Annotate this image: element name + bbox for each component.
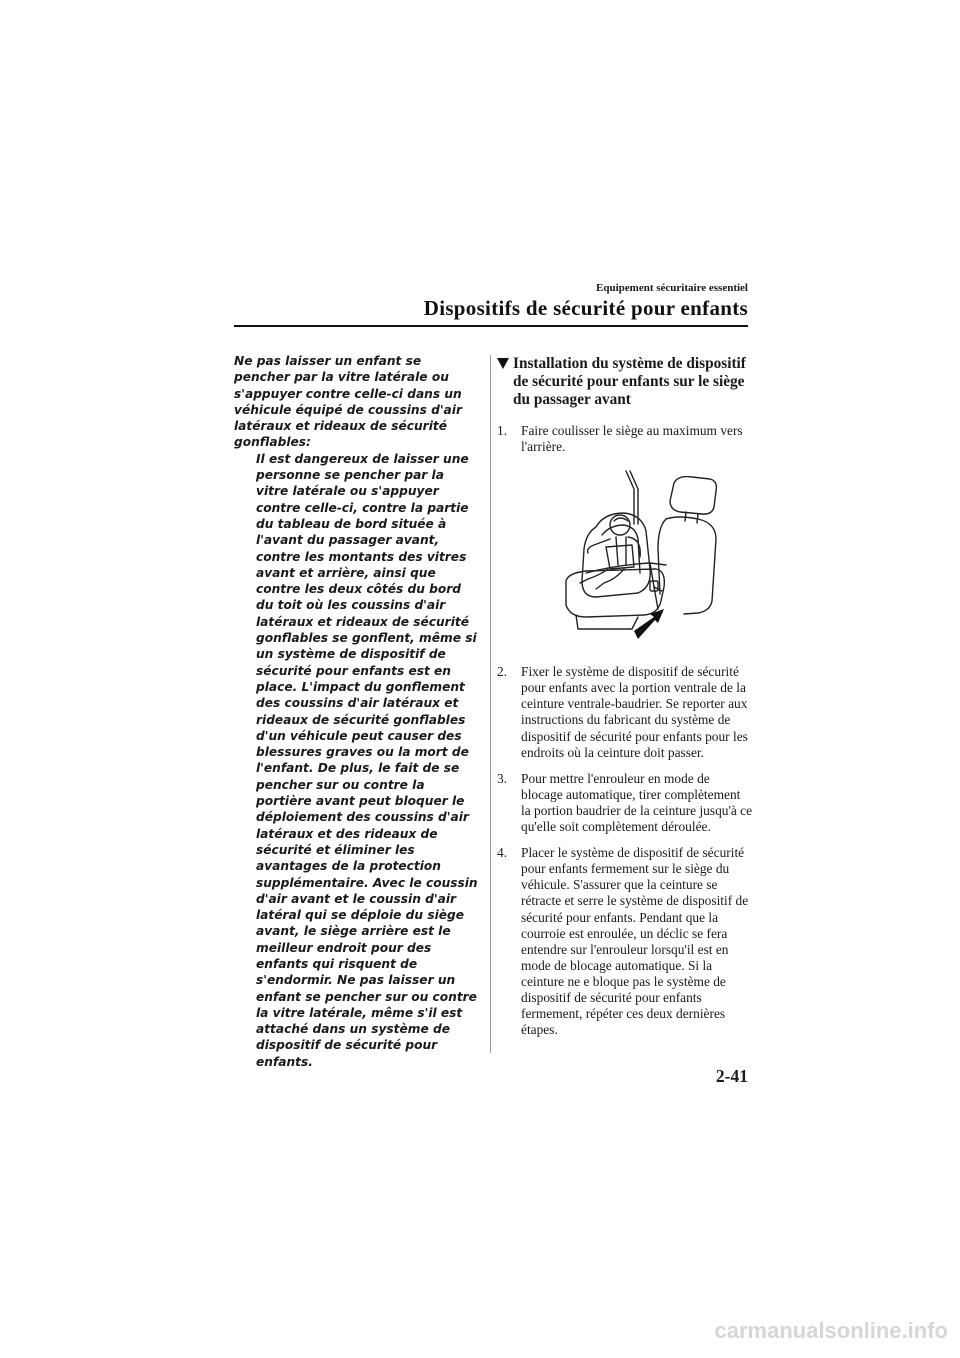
column-divider — [490, 355, 491, 1053]
step-text: Fixer le système de dispositif de sécurité pour enfants avec la portion ventrale de la ceinture ventrale-baudrier. Se reporter aux instructions du fabricant du système de dispositif de sécurité pour enfants pour les endroits où la ceinture doit passer. — [521, 664, 748, 760]
step-text: Pour mettre l'enrouleur en mode de blocage automatique, tirer complètement la portion baudrier de la ceinture jusqu'à ce qu'elle soit complètement déroulée. — [521, 770, 753, 835]
section-heading — [497, 355, 753, 409]
chapter-subtitle: Equipement sécuritaire essentiel — [596, 282, 748, 294]
step-text: Faire coulisser le siège au maximum vers l'arrière. — [521, 423, 743, 455]
section-heading-text: Installation du système de dispositif de sécurité pour enfants sur le siège du passager avant — [513, 355, 746, 408]
header-divider — [234, 325, 748, 327]
page-title: Dispositifs de sécurité pour enfants — [423, 296, 748, 320]
list-item — [497, 664, 753, 761]
warning-body: Il est dangereux de laisser une personne se pencher par la vitre latérale ou s'appuyer contre celle-ci, contre la partie du tableau de bord située à l'avant du passager avant, contre les montants des vitres avant et arrière, ainsi que contre les deux côtés du bord du toit où les coussins d'air latéraux et rideaux de sécurité gonflables se gonflent, même si un système de dispositif de sécurité pour enfants est en place. L'impact du gonflement des coussins d'air latéraux et rideaux de sécurité gonflables d'un véhicule peut causer des blessures graves ou la mort de l'enfant. De plus, le fait de se pencher sur ou contre la portière avant peut bloquer le déploiement des coussins d'air latéraux et des rideaux de sécurité et éliminer les avantages de la protection supplémentaire. Avec le coussin d'air avant et le coussin d'air latéral qui se déploie du siège avant, le siège arrière est le meilleur endroit pour des enfants qui risquent de s'endormir. Ne pas laisser un enfant se pencher sur ou contre la vitre latérale, même s'il est attaché dans un système de dispositif de sécurité pour enfants. — [256, 451, 478, 1069]
list-item — [497, 423, 753, 455]
steps-list-continued — [497, 664, 753, 1038]
instructions-column — [497, 355, 753, 1048]
step-number: 1. — [497, 423, 508, 438]
watermark-text: carmanualsonline.info — [714, 1318, 948, 1343]
list-item — [497, 771, 753, 835]
child-seat-illustration — [546, 469, 721, 644]
step-text: Placer le système de dispositif de sécurité pour enfants fermement sur le siège du véhicule. S'assurer que la ceinture se rétracte et serre le système de dispositif de sécurité pour enfants. Pendant que la courroie est enroulée, un déclic se fera entendre sur l'enrouleur lorsqu'il est en mode de blocage automatique. Si la ceinture ne e bloque pas le système de dispositif de sécurité pour enfants fermement, répéter ces deux dernières étapes. — [521, 845, 749, 1038]
list-item — [497, 845, 753, 1038]
step-number: 3. — [497, 770, 508, 786]
triangle-bullet-icon — [497, 358, 509, 369]
steps-list — [497, 423, 753, 455]
page-number: 2-41 — [715, 1066, 748, 1086]
step-number: 4. — [497, 845, 508, 861]
warning-column — [234, 353, 479, 1070]
step-number: 2. — [497, 664, 508, 680]
warning-title: Ne pas laisser un enfant se pencher par la vitre latérale ou s'appuyer contre celle-ci dans un véhicule équipé de coussins d'air latéraux et rideaux de sécurité gonflables: — [234, 354, 462, 450]
